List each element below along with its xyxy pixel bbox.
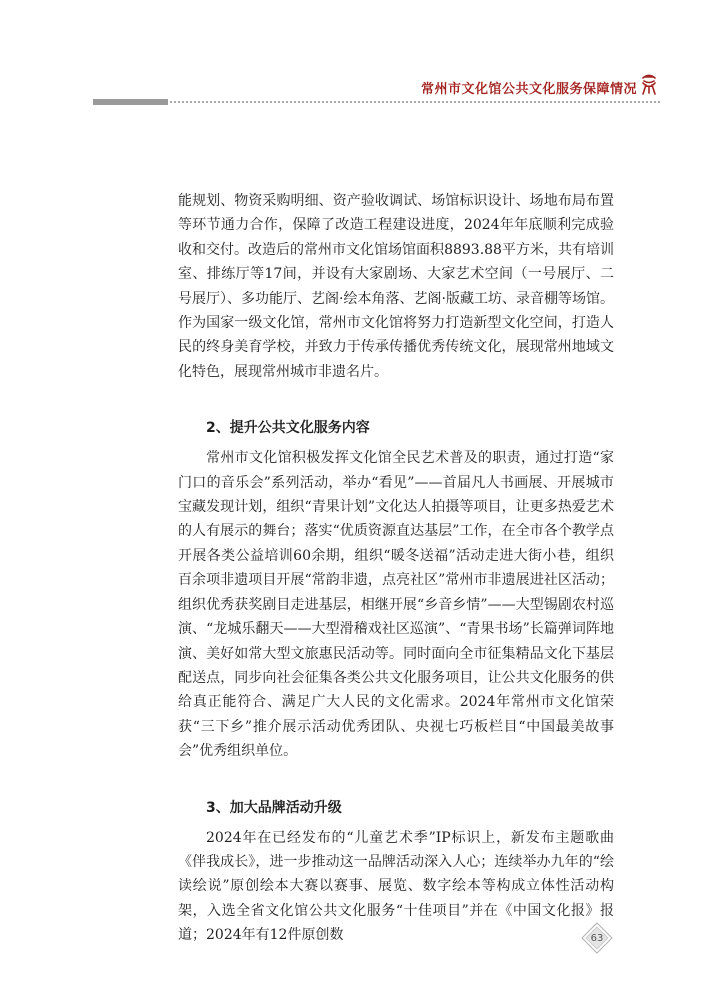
section-heading-3: 3、加大品牌活动升级 (206, 799, 342, 816)
paragraph-3: 2024年在已经发布的“儿童艺术季”IP标识上，新发布主题歌曲《伴我成长》，进一步推动这一品牌活动深入人心；连续举办九年的“绘读绘说”原创绘本大赛以赛事、展览、数字绘本等构成立体性活动构架，入选全省文化馆公共文化服务“十佳项目”并在《中国文化报》报道；2024年有12件原创数 (178, 829, 614, 944)
paragraph-2: 常州市文化馆积极发挥文化馆全民艺术普及的职责，通过打造“家门口的音乐会”系列活动，举办“看见”——首届凡人书画展、开展城市宝藏发现计划，组织“青果计划”文化达人拍摄等项目，让更多热爱艺术的人有展示的舞台；落实“优质资源直达基层”工作，在全市各个教学点开展各类公益培训60余期，组织“暖冬送福”活动走进大街小巷，组织百余项非遗项目开展“常韵非遗，点亮社区”常州市非遗展进社区活动；组织优秀获奖剧目走进基层，相继开展“乡音乡情”——大型锡剧农村巡演、“龙城乐翻天——大型滑稽戏社区巡演”、“青果书场”长篇弹词阵地演、美好如常大型文旅惠民活动等。同时面向全市征集精品文化下基层配送点，同步向社会征集各类公共文化服务项目，让公共文化服务的供给真正能符合、满足广大人民的文化需求。2024年常州市文化馆荣获“三下乡”推介展示活动优秀团队、央视七巧板栏目“中国最美故事会”优秀组织单位。 (178, 450, 614, 760)
paragraph-1: 能规划、物资采购明细、资产验收调试、场馆标识设计、场地布局布置等环节通力合作，保障了改造工程建设进度，2024年年底顺利完成验收和交付。改造后的常州市文化馆场馆面积8893.88平方米，共有培训室、排练厅等17间，并设有大家剧场、大家艺术空间（一号展厅、二号展厅）、多功能厅、艺阁·绘本角落、艺阁·版藏工坊、录音棚等场馆。作为国家一级文化馆，常州市文化馆将努力打造新型文化空间，打造人民的终身美育学校，并致力于传承传播优秀传统文化，展现常州地域文化特色，展现常州城市非遗名片。 (178, 193, 614, 380)
page-number-badge (580, 921, 614, 955)
header-rule-dotted (170, 101, 660, 103)
page-number: 63 (590, 932, 604, 944)
cultural-emblem-icon (639, 74, 659, 96)
running-header-title: 常州市文化馆公共文化服务保障情况 (420, 82, 637, 97)
header-rule-solid (93, 99, 168, 105)
section-heading-2: 2、提升公共文化服务内容 (206, 420, 370, 437)
body-text (178, 189, 614, 948)
